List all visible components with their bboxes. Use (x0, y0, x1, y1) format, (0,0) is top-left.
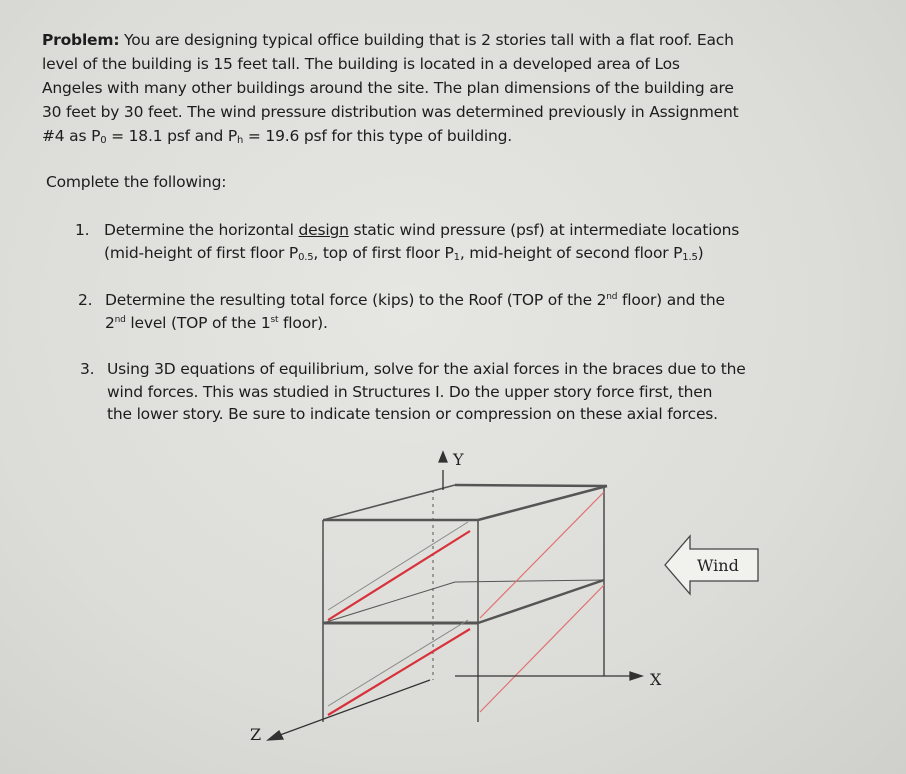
z-axis-label: Z (250, 725, 262, 744)
x-axis-arrow-icon (630, 672, 642, 680)
z-axis (280, 680, 430, 735)
axes (268, 452, 642, 740)
problem-line: Angeles with many other buildings around the site. The plan dimensions of the building are (42, 79, 734, 97)
complete-heading: Complete the following: (46, 173, 227, 191)
item-number: 1. (75, 221, 90, 239)
problem-line: level of the building is 15 feet tall. The building is located in a developed area of Los (42, 55, 680, 73)
brace-lines (328, 492, 604, 715)
brace-front-upper (328, 531, 470, 620)
brace-back-lower (480, 585, 604, 712)
problem-line: #4 as $P_0 = 18.1$ psf and $P_h = 19.6$ psf for this type of building. (42, 127, 513, 146)
task-item-2: 2. Determine the resulting total force (kips) to the Roof (TOP of the 2nd floor) and the 2nd level (TOP of the 1st floor). (78, 291, 725, 332)
problem-line: You are designing typical office building that is 2 stories tall with a flat roof. Each (119, 31, 734, 49)
task-item-3: 3. Using 3D equations of equilibrium, solve for the axial forces in the braces due to the wind forces. This was studied in Structures I. Do the upper story force first, then the lower story. Be sure to indicate tension or compression on these axial forces. (80, 360, 746, 423)
brace-front-lower (328, 629, 470, 715)
y-axis-label: Y (453, 450, 464, 469)
x-axis-label: X (650, 670, 662, 689)
item-number: 3. (80, 360, 95, 378)
y-axis-arrow-icon (439, 452, 447, 462)
problem-label: Problem: (42, 31, 120, 49)
item-number: 2. (78, 291, 93, 309)
frame-lines (323, 485, 607, 722)
problem-line: 30 feet by 30 feet. The wind pressure distribution was determined previously in Assignment (42, 103, 739, 121)
z-axis-arrow-icon (268, 731, 283, 740)
task-item-1: 1. Determine the horizontal design static wind pressure (psf) at intermediate locations (mid-height of first floor $P_{0.5}$, top of first floor $P_1$, mid-height of second floor $P_{1.5}$) (75, 221, 740, 263)
brace-back-upper (480, 492, 604, 618)
wind-label: Wind (697, 556, 739, 575)
